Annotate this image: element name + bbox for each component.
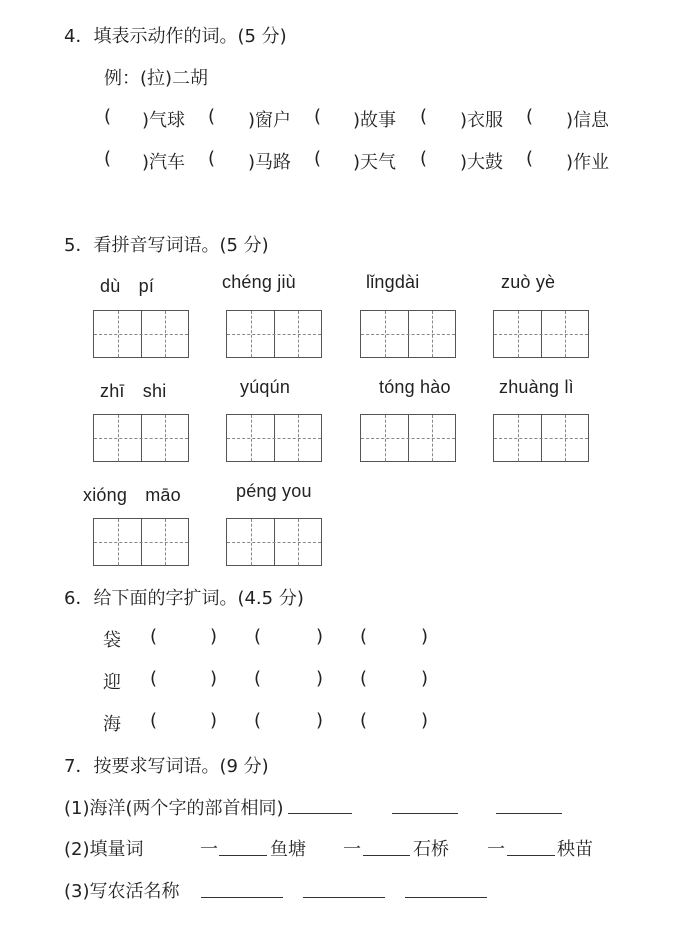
answer-blank[interactable] xyxy=(507,855,555,856)
writing-grid[interactable] xyxy=(360,310,456,358)
open-paren: ( xyxy=(526,148,534,169)
q7-item-2-label: (2)填量词 xyxy=(64,839,144,860)
q6-char: 迎 xyxy=(103,672,121,693)
open-paren: ( xyxy=(208,106,216,127)
answer-blank[interactable] xyxy=(219,855,267,856)
pinyin-label: zuò yè xyxy=(501,272,556,292)
answer-blank[interactable] xyxy=(303,897,385,898)
open-paren: ( xyxy=(208,148,216,169)
close-paren: ) xyxy=(421,626,429,647)
close-paren: ) xyxy=(316,710,324,731)
pinyin-label: péng you xyxy=(236,481,312,501)
q7-item-3: (3)写农活名称 xyxy=(64,881,180,902)
yi-char: 一 xyxy=(487,839,505,860)
writing-grid[interactable] xyxy=(93,518,189,566)
writing-grid[interactable] xyxy=(93,310,189,358)
pinyin-label: xióng māo xyxy=(83,485,181,505)
open-paren: ( xyxy=(314,148,322,169)
open-paren: ( xyxy=(150,710,158,731)
close-paren: ) xyxy=(316,668,324,689)
close-paren: ) xyxy=(210,710,218,731)
answer-blank[interactable] xyxy=(392,813,458,814)
close-paren: ) xyxy=(421,710,429,731)
writing-grid[interactable] xyxy=(93,414,189,462)
q4-word: )马路 xyxy=(248,152,292,173)
open-paren: ( xyxy=(254,668,262,689)
q4-example: 例：(拉)二胡 xyxy=(104,68,209,89)
q4-word: )大鼓 xyxy=(460,152,504,173)
q4-word: )故事 xyxy=(353,110,397,131)
q6-char: 袋 xyxy=(103,630,121,651)
open-paren: ( xyxy=(254,626,262,647)
answer-blank[interactable] xyxy=(363,855,410,856)
q7-item-1: (1)海洋(两个字的部首相同) xyxy=(64,798,284,819)
measure-word-noun: 秧苗 xyxy=(557,839,593,860)
close-paren: ) xyxy=(210,626,218,647)
q7-title: 7．按要求写词语。(9 分) xyxy=(64,756,269,777)
open-paren: ( xyxy=(420,106,428,127)
pinyin-label: dù pí xyxy=(100,276,155,296)
writing-grid[interactable] xyxy=(360,414,456,462)
open-paren: ( xyxy=(526,106,534,127)
close-paren: ) xyxy=(421,668,429,689)
q4-word: )衣服 xyxy=(460,110,504,131)
yi-char: 一 xyxy=(343,839,361,860)
open-paren: ( xyxy=(420,148,428,169)
measure-word-noun: 鱼塘 xyxy=(270,839,306,860)
pinyin-label: zhī shi xyxy=(100,381,167,401)
q4-word: )汽车 xyxy=(142,152,186,173)
q6-title: 6．给下面的字扩词。(4.5 分) xyxy=(64,588,304,609)
open-paren: ( xyxy=(104,148,112,169)
open-paren: ( xyxy=(360,626,368,647)
q5-title: 5．看拼音写词语。(5 分) xyxy=(64,235,269,256)
q6-char: 海 xyxy=(103,714,121,735)
open-paren: ( xyxy=(254,710,262,731)
open-paren: ( xyxy=(360,668,368,689)
pinyin-label: lǐngdài xyxy=(366,272,420,292)
writing-grid[interactable] xyxy=(226,518,322,566)
answer-blank[interactable] xyxy=(496,813,562,814)
pinyin-label: tóng hào xyxy=(379,377,451,397)
q4-word: )天气 xyxy=(353,152,397,173)
close-paren: ) xyxy=(210,668,218,689)
writing-grid[interactable] xyxy=(493,310,589,358)
close-paren: ) xyxy=(316,626,324,647)
open-paren: ( xyxy=(314,106,322,127)
q4-word: )窗户 xyxy=(248,110,292,131)
measure-word-noun: 石桥 xyxy=(413,839,449,860)
writing-grid[interactable] xyxy=(493,414,589,462)
open-paren: ( xyxy=(360,710,368,731)
q4-title: 4．填表示动作的词。(5 分) xyxy=(64,26,287,47)
q4-word: )作业 xyxy=(566,152,610,173)
answer-blank[interactable] xyxy=(405,897,487,898)
writing-grid[interactable] xyxy=(226,414,322,462)
open-paren: ( xyxy=(150,626,158,647)
open-paren: ( xyxy=(150,668,158,689)
q4-word: )信息 xyxy=(566,110,610,131)
yi-char: 一 xyxy=(200,839,218,860)
pinyin-label: yúqún xyxy=(240,377,291,397)
answer-blank[interactable] xyxy=(288,813,352,814)
answer-blank[interactable] xyxy=(201,897,283,898)
pinyin-label: zhuàng lì xyxy=(499,377,574,397)
q4-word: )气球 xyxy=(142,110,186,131)
pinyin-label: chéng jiù xyxy=(222,272,296,292)
open-paren: ( xyxy=(104,106,112,127)
writing-grid[interactable] xyxy=(226,310,322,358)
